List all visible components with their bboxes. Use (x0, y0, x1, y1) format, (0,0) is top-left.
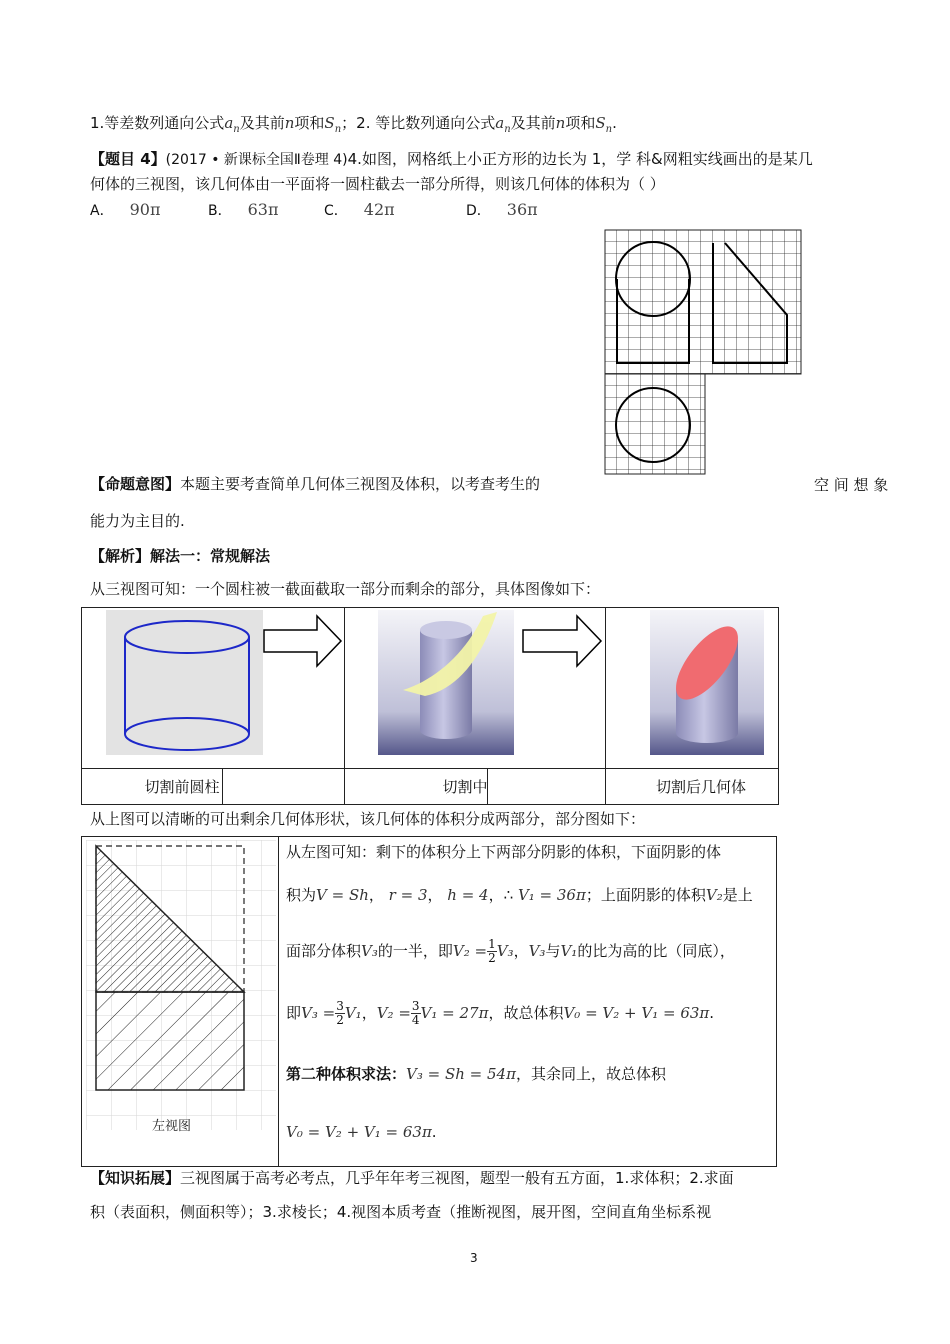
cylinder-before-image (82, 608, 344, 768)
solution-line-3 (286, 938, 735, 965)
math: V₁ (344, 1004, 362, 1022)
text: ，其余同上，故总体积 (515, 1065, 666, 1083)
analysis-intro: 从三视图可知：一个圆柱被一截面截取一部分而剩余的部分，具体图像如下： (90, 580, 601, 598)
math: V₀ = V₂ + V₁ = 63π (563, 1004, 710, 1022)
text: 即 (286, 1004, 302, 1022)
cell-during (345, 608, 606, 769)
math: V = Sh (316, 886, 369, 904)
text: ；2. 等比数列通向公式 (341, 114, 496, 132)
arrow-icon (523, 616, 601, 666)
text: 的一半，即 (377, 942, 453, 960)
math: V₂ (705, 886, 723, 904)
option-b[interactable] (208, 200, 278, 220)
math: V₁ = 36π (517, 886, 586, 904)
option-value: 63π (247, 200, 279, 219)
knowledge-tag: 【知识拓展】 (90, 1169, 181, 1187)
math: V₁ (560, 942, 578, 960)
text: 面部分体积 (286, 942, 362, 960)
text: ， (513, 942, 529, 960)
option-label: B． (208, 203, 232, 219)
solution-line-4 (286, 1000, 714, 1027)
cutting-table (81, 607, 779, 805)
left-view-label: 左视图 (152, 1119, 192, 1134)
math: r = 3 (388, 886, 428, 904)
option-value: 90π (129, 200, 161, 219)
intent-line (90, 473, 540, 495)
knowledge-line-2: 积（表面积，侧面积等）；3.求棱长；4.视图本质考查（推断视图，展开图，空间直角坐标系视 (90, 1203, 712, 1221)
math-n: n (284, 114, 295, 132)
option-label: D． (466, 203, 491, 219)
caption-after: 切割后几何体 (655, 778, 746, 796)
text: 积为 (286, 886, 317, 904)
problem-tag: 【题目 4】 (90, 150, 166, 168)
math: h = 4 (447, 886, 489, 904)
math: V₃ (528, 942, 546, 960)
analysis-method: 解法一：常规解法 (150, 547, 271, 565)
solution-line-5 (286, 1063, 666, 1085)
text: . (612, 114, 617, 132)
option-d[interactable] (466, 200, 538, 220)
problem-text: 4.如图，网格纸上小正方形的边长为 1，学 科&网粗实线画出的是某几 (347, 150, 813, 168)
math-n: n (555, 114, 566, 132)
text: . (431, 1123, 437, 1141)
math: V₃ (361, 942, 378, 960)
text: 项和 (294, 114, 325, 132)
math: V₂ = (452, 942, 488, 960)
option-label: C． (324, 203, 348, 219)
text: 的比为高的比（同底）， (577, 942, 735, 960)
intent-line-2: 能力为主目的. (90, 512, 185, 530)
math: ∴ (503, 886, 514, 904)
analysis-after: 从上图可以清晰的可出剩余几何体形状，该几何体的体积分成两部分，部分图如下： (90, 810, 646, 828)
math-sn: $S_n$ (324, 114, 342, 135)
math: V₃ = Sh = 54π (406, 1065, 516, 1083)
caption-cell-1 (82, 769, 345, 805)
three-view-figure (604, 229, 804, 475)
text: . (709, 1004, 715, 1022)
solution-divider (278, 836, 279, 1166)
cell-before (82, 608, 345, 769)
problem-line-2: 何体的三视图，该几何体由一平面将一圆柱截去一部分所得，则该几何体的体积为（ ） (90, 175, 665, 193)
text: 1.等差数列通向公式 (90, 114, 225, 132)
option-label: A． (90, 203, 114, 219)
option-value: 42π (363, 200, 395, 219)
intent-tail: 空 间 想 象 (814, 476, 889, 494)
caption-cell-2 (345, 769, 606, 805)
cylinder-after-image (606, 608, 778, 768)
analysis-line (90, 545, 270, 567)
fraction-three-half: $\frac{3}{2}$ (336, 999, 344, 1027)
knowledge-line-1 (90, 1167, 734, 1189)
fraction-three-quarter: $\frac{3}{4}$ (411, 999, 420, 1027)
math-sn: $S_n$ (595, 114, 613, 135)
math: V₀ = V₂ + V₁ = 63π (286, 1123, 432, 1141)
math: V₃ (496, 942, 514, 960)
text: 是上 (722, 886, 753, 904)
text: 及其前 (239, 114, 285, 132)
text: 及其前 (510, 114, 556, 132)
math-an: $a_n$ (224, 114, 240, 135)
solution-line-2: 积为V = Sh， r = 3， h = 4，∴ V₁ = 36π；上面阴影的体积V₂是上 (286, 886, 753, 904)
math: V₂ = (376, 1004, 411, 1022)
caption-before: 切割前圆柱 (144, 778, 220, 796)
formula-line (90, 112, 617, 141)
page-number: 3 (470, 1251, 478, 1265)
text: ， (361, 1004, 377, 1022)
cylinder-cutting-image (345, 608, 605, 768)
option-value: 36π (506, 200, 538, 219)
analysis-tag: 【解析】 (90, 547, 151, 565)
solution-line-1: 从左图可知：剩下的体积分上下两部分阴影的体积，下面阴影的体 (286, 843, 722, 861)
text: 项和 (565, 114, 596, 132)
text: ；上面阴影的体积 (585, 886, 706, 904)
math: V₁ = 27π (420, 1004, 489, 1022)
left-view-diagram (86, 840, 276, 1140)
option-c[interactable] (324, 200, 395, 220)
intent-tag: 【命题意图】 (90, 475, 181, 493)
text: 与 (545, 942, 561, 960)
caption-cell-3 (606, 769, 779, 805)
knowledge-text: 三视图属于高考必考点，几乎年年考三视图，题型一般有五方面，1.求体积；2.求面 (180, 1169, 734, 1187)
text: ，故总体积 (488, 1004, 564, 1022)
cell-after (606, 608, 779, 769)
caption-during: 切割中 (442, 778, 488, 796)
fraction-half: $\frac{1}{2}$ (488, 937, 496, 965)
math-an: $a_n$ (495, 114, 511, 135)
problem-source: (2017 • 新课标全国Ⅱ卷理 4) (165, 152, 348, 168)
math: V₃ = (301, 1004, 336, 1022)
option-a[interactable] (90, 200, 160, 220)
solution-line-6 (286, 1121, 437, 1143)
arrow-icon (264, 616, 341, 666)
method2-label: 第二种体积求法： (286, 1065, 407, 1083)
intent-text: 本题主要考查简单几何体三视图及体积，以考查考生的 (180, 475, 541, 493)
problem-line-1 (90, 148, 813, 171)
